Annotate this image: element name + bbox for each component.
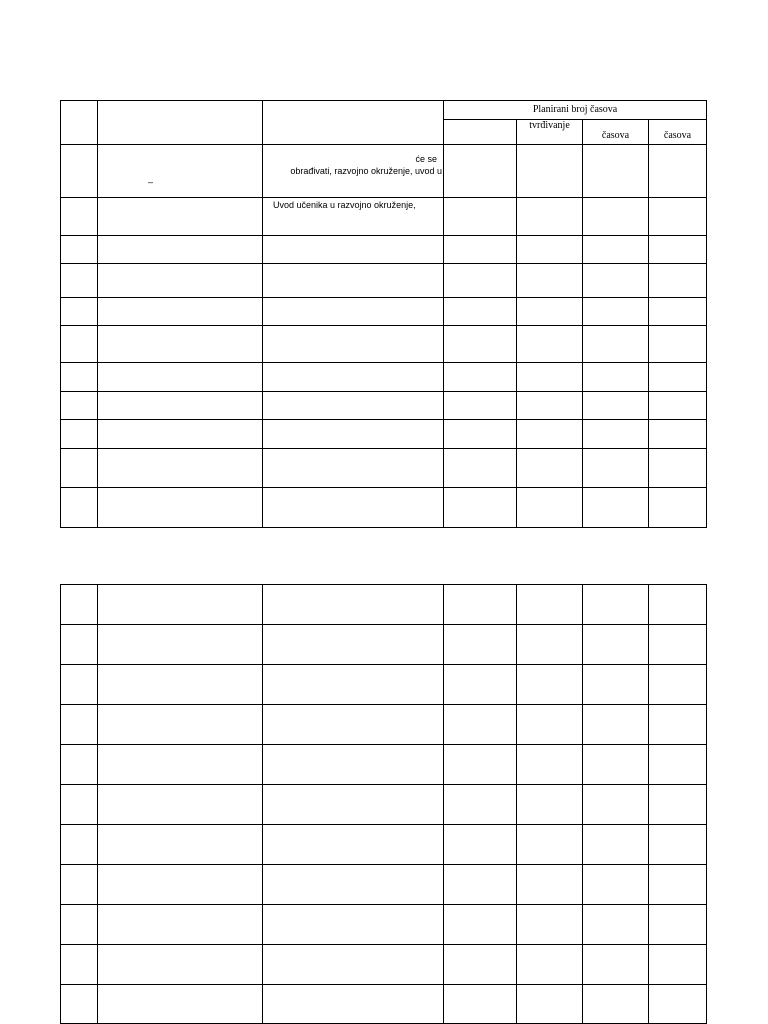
table-cell: [61, 905, 98, 945]
table-cell: [61, 865, 98, 905]
table-cell: [649, 625, 707, 665]
table-cell: [263, 449, 444, 488]
table-row: [61, 363, 707, 392]
table-cell: [444, 298, 517, 326]
table-cell: [263, 585, 444, 625]
planning-table-bottom: [60, 584, 707, 1024]
table-cell: [98, 145, 263, 198]
table-cell: [649, 785, 707, 825]
table-cell: [517, 585, 583, 625]
table-row: [61, 865, 707, 905]
table-cell: [263, 905, 444, 945]
table-cell: [517, 298, 583, 326]
table-cell: [444, 745, 517, 785]
subheader-label-2: časova: [601, 130, 630, 141]
table-cell: [263, 488, 444, 528]
table-cell: [583, 625, 649, 665]
subheader-cell-2: [517, 120, 583, 145]
table-cell: [98, 326, 263, 363]
table-cell: [263, 363, 444, 392]
table-cell: [98, 236, 263, 264]
table-cell: [98, 705, 263, 745]
planning-table-top: [60, 100, 707, 528]
table-cell: [583, 363, 649, 392]
table-header-row: [61, 101, 707, 120]
table-cell: [263, 665, 444, 705]
table-cell: [98, 985, 263, 1024]
table-cell: [263, 298, 444, 326]
table-row: [61, 449, 707, 488]
table-cell: [583, 745, 649, 785]
table-cell: [444, 198, 517, 236]
table-row: [61, 236, 707, 264]
table-cell: [444, 363, 517, 392]
table-cell: [444, 905, 517, 945]
table-cell: [61, 298, 98, 326]
table-cell: [263, 705, 444, 745]
table-cell: [61, 705, 98, 745]
table-cell: [583, 488, 649, 528]
table-cell: [61, 488, 98, 528]
subheader-cell-3: [583, 120, 649, 145]
table-cell: [517, 945, 583, 985]
table-cell: [61, 145, 98, 198]
table-cell: [649, 745, 707, 785]
row1-text-line1: će se: [415, 154, 437, 164]
table-cell: [444, 945, 517, 985]
table-row: [61, 488, 707, 528]
table-cell: [583, 264, 649, 298]
table-cell: [649, 985, 707, 1024]
table-row: [61, 785, 707, 825]
table-cell: [98, 865, 263, 905]
table-row: [61, 705, 707, 745]
table-cell: [517, 264, 583, 298]
subheader-cell-4: [649, 120, 707, 145]
subheader-label-1: tvrđivanje: [529, 120, 570, 131]
table-cell: [583, 420, 649, 449]
table-cell: [444, 825, 517, 865]
table-cell: [649, 145, 707, 198]
table-cell: [517, 449, 583, 488]
table-cell: [263, 865, 444, 905]
table-row: [61, 145, 707, 198]
table-cell: [517, 785, 583, 825]
table-row: [61, 945, 707, 985]
subheader-label-3: časova: [663, 130, 692, 141]
table-cell: [263, 785, 444, 825]
table-cell: [583, 145, 649, 198]
table-cell: [517, 905, 583, 945]
table-cell: [263, 825, 444, 865]
table-cell: [649, 585, 707, 625]
table-cell: [517, 392, 583, 420]
table-cell: [98, 363, 263, 392]
table-cell: [61, 264, 98, 298]
table-cell: [583, 705, 649, 745]
table-cell: [649, 326, 707, 363]
table-cell: [263, 985, 444, 1024]
row2-text: Uvod učenika u razvojno okruženje,: [273, 200, 416, 210]
table-cell: [583, 665, 649, 705]
table-cell: [98, 745, 263, 785]
table-row: [61, 298, 707, 326]
table-cell: [98, 449, 263, 488]
header-cell-content: [263, 101, 444, 145]
table-cell: [61, 745, 98, 785]
planned-hours-label: Planirani broj časova: [532, 104, 618, 115]
table-cell: [61, 785, 98, 825]
table-cell: [98, 785, 263, 825]
table-cell: [649, 488, 707, 528]
table-cell: [649, 705, 707, 745]
table-cell: [98, 625, 263, 665]
table-cell: [517, 145, 583, 198]
table-cell: [583, 326, 649, 363]
table-row: [61, 585, 707, 625]
table-cell: [517, 363, 583, 392]
table-cell: [263, 420, 444, 449]
row1-text-line2: obrađivati, razvojno okruženje, uvod u: [290, 166, 442, 176]
table-cell: [649, 449, 707, 488]
table-cell: [98, 665, 263, 705]
table-cell: [444, 785, 517, 825]
table-cell: [583, 449, 649, 488]
table-cell: [61, 625, 98, 665]
table-cell: [61, 665, 98, 705]
table-cell: [517, 625, 583, 665]
table-row: [61, 745, 707, 785]
table-cell: [98, 392, 263, 420]
table-cell: [649, 198, 707, 236]
table-row: [61, 625, 707, 665]
table-cell: [444, 865, 517, 905]
table-cell: [61, 392, 98, 420]
table-cell: [263, 264, 444, 298]
table-cell: [583, 785, 649, 825]
table-cell: [517, 420, 583, 449]
table-row: [61, 420, 707, 449]
table-cell: [263, 145, 444, 198]
table-cell: [649, 945, 707, 985]
header-cell-topic: [98, 101, 263, 145]
table-row: [61, 665, 707, 705]
table-cell: [444, 985, 517, 1024]
table-cell: [98, 488, 263, 528]
table-cell: [517, 865, 583, 905]
table-cell: [444, 420, 517, 449]
table-cell: [263, 236, 444, 264]
table-cell: [444, 449, 517, 488]
table-cell: [98, 420, 263, 449]
table-row: [61, 905, 707, 945]
table-cell: [61, 363, 98, 392]
table-cell: [61, 945, 98, 985]
table-cell: [517, 985, 583, 1024]
table-cell: [517, 665, 583, 705]
table-cell: [61, 985, 98, 1024]
table-cell: [517, 745, 583, 785]
table-cell: [649, 420, 707, 449]
table-cell: [61, 326, 98, 363]
table-cell: [649, 236, 707, 264]
table-cell: [649, 298, 707, 326]
table-cell: [263, 625, 444, 665]
table-cell: [444, 625, 517, 665]
table-cell: [583, 392, 649, 420]
table-cell: [517, 705, 583, 745]
table-row: [61, 985, 707, 1024]
table-cell: [444, 705, 517, 745]
table-row: [61, 825, 707, 865]
table-cell: [263, 745, 444, 785]
table-cell: [98, 945, 263, 985]
table-cell: [444, 665, 517, 705]
table-cell: [517, 236, 583, 264]
table-cell: [517, 825, 583, 865]
table-cell: [263, 326, 444, 363]
table-cell: [61, 585, 98, 625]
table-cell: [583, 905, 649, 945]
table-cell: [583, 825, 649, 865]
table-cell: [517, 198, 583, 236]
table-cell: [98, 264, 263, 298]
table-cell: [444, 236, 517, 264]
table-cell: [583, 298, 649, 326]
table-cell: [649, 825, 707, 865]
table-cell: [583, 236, 649, 264]
table-cell: [583, 945, 649, 985]
table-cell: [61, 449, 98, 488]
header-cell-no: [61, 101, 98, 145]
table-cell: [583, 585, 649, 625]
table-cell: [583, 198, 649, 236]
table-cell: [444, 392, 517, 420]
table-row: [61, 392, 707, 420]
table-cell: [444, 264, 517, 298]
table-cell: [61, 236, 98, 264]
table-cell: [444, 326, 517, 363]
subheader-cell-1: [444, 120, 517, 145]
table-cell: [517, 488, 583, 528]
table-cell: [517, 326, 583, 363]
table-cell: [98, 298, 263, 326]
planned-hours-header: [444, 101, 707, 120]
table-cell: [61, 825, 98, 865]
table-cell: [263, 198, 444, 236]
table-cell: [649, 665, 707, 705]
table-cell: [61, 198, 98, 236]
dash-mark: –: [148, 177, 154, 187]
table-cell: [444, 585, 517, 625]
table-cell: [444, 488, 517, 528]
table-cell: [61, 420, 98, 449]
table-cell: [263, 392, 444, 420]
table-cell: [649, 905, 707, 945]
table-cell: [444, 145, 517, 198]
table-cell: [583, 865, 649, 905]
table-cell: [98, 825, 263, 865]
table-cell: [583, 985, 649, 1024]
table-row: [61, 198, 707, 236]
table-cell: [98, 585, 263, 625]
table-cell: [649, 392, 707, 420]
table-row: [61, 326, 707, 363]
table-cell: [98, 905, 263, 945]
table-cell: [98, 198, 263, 236]
table-cell: [263, 945, 444, 985]
table-cell: [649, 363, 707, 392]
table-cell: [649, 865, 707, 905]
table-row: [61, 264, 707, 298]
table-cell: [649, 264, 707, 298]
